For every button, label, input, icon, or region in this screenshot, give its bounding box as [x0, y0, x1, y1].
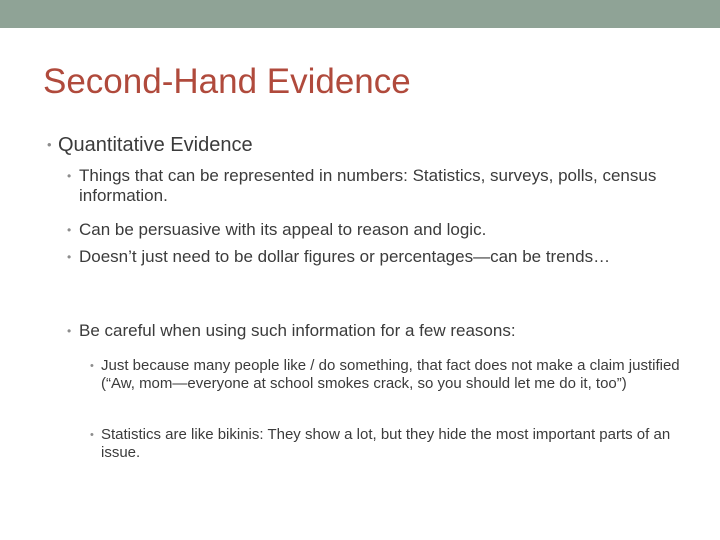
bullet-level1-quantitative-evidence: [47, 133, 253, 157]
bullet-dot-icon: •: [90, 429, 94, 441]
bullet-text: Be careful when using such information for a few reasons:: [79, 321, 516, 340]
bullet-dot-icon: •: [67, 250, 72, 264]
bullet-level2-persuasive: [67, 220, 679, 240]
slide-title: Second-Hand Evidence: [43, 62, 411, 101]
bullet-text: Doesn’t just need to be dollar figures or percentages—can be trends…: [79, 247, 611, 266]
bullet-text: Statistics are like bikinis: They show a lot, but they hide the most important parts of an issue.: [101, 426, 671, 461]
bullet-text: Things that can be represented in numbers: Statistics, surveys, polls, census information.: [79, 166, 657, 205]
bullet-dot-icon: •: [67, 223, 72, 237]
bullet-level3-many-people: [90, 357, 681, 393]
bullet-level2-trends: [67, 247, 679, 267]
bullet-dot-icon: •: [90, 360, 94, 372]
bullet-level2-numbers: [67, 166, 679, 206]
bullet-text: Just because many people like / do something, that fact does not make a claim justified (“Aw, mom—everyone at school smokes crack, so you should let me do it, too”): [101, 357, 680, 392]
bullet-dot-icon: •: [67, 324, 72, 338]
bullet-level2-be-careful: [67, 321, 679, 341]
bullet-dot-icon: •: [67, 169, 72, 183]
bullet-dot-icon: •: [47, 137, 52, 152]
bullet-level3-bikinis: [90, 426, 681, 462]
bullet-text: Quantitative Evidence: [58, 134, 253, 156]
bullet-text: Can be persuasive with its appeal to reason and logic.: [79, 220, 487, 239]
top-accent-bar: [0, 0, 720, 28]
